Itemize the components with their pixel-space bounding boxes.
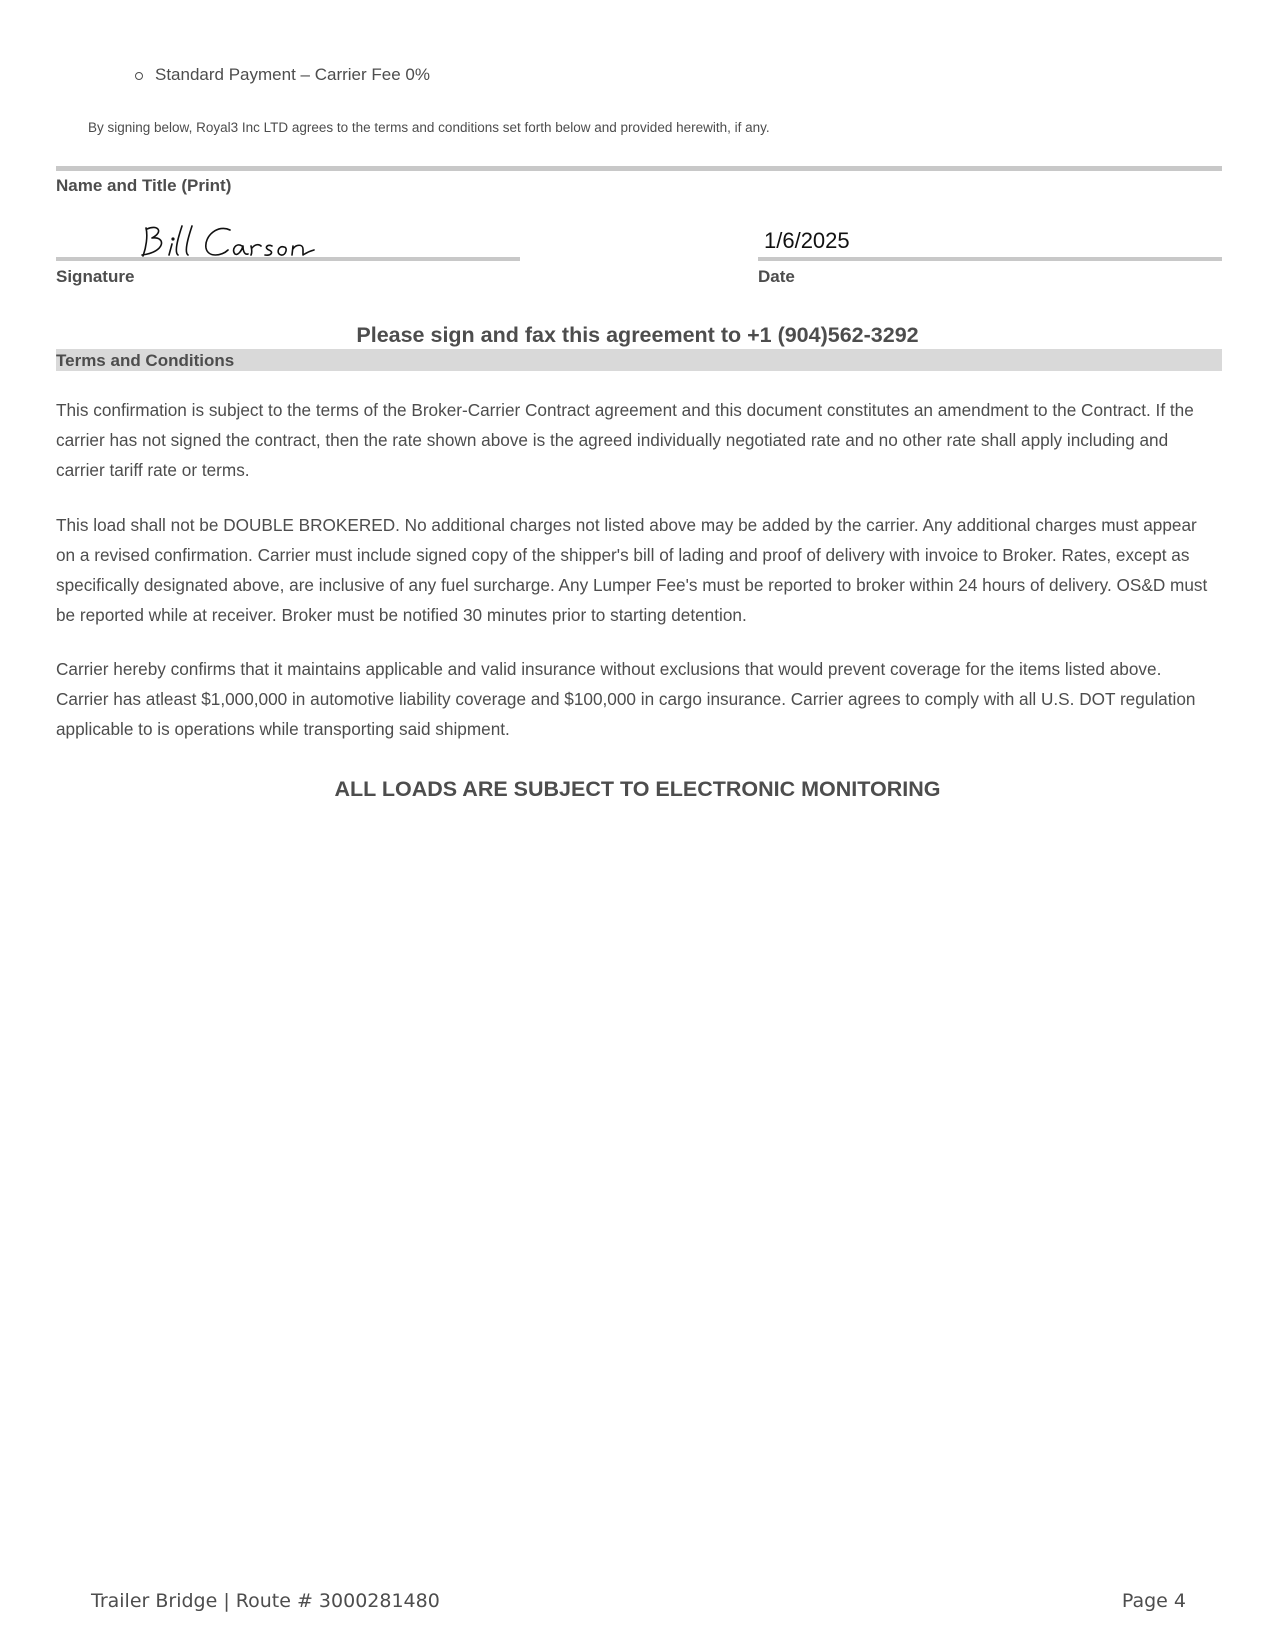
signature-line	[56, 257, 520, 261]
signature-date-value: 1/6/2025	[764, 228, 850, 253]
payment-option-label: Standard Payment – Carrier Fee 0%	[155, 65, 430, 84]
date-label: Date	[758, 267, 795, 286]
signing-agreement-note: By signing below, Royal3 Inc LTD agrees to the terms and conditions set forth below and provided herewith, if any.	[88, 120, 770, 135]
page-number: Page 4	[1121, 1590, 1186, 1612]
terms-paragraph: This load shall not be DOUBLE BROKERED. No additional charges not listed above may be added by the carrier. Any additional charges must appear on a revised confirmation. Carrier must include signed copy of the shipper's bill of lading and proof of delivery with invoice to Broker. Rates, except as specifically designated above, are inclusive of any fuel surcharge. Any Lumper Fee's must be reported to broker within 24 hours of delivery. OS&D must be reported while at receiver. Broker must be notified 30 minutes prior to starting detention.	[56, 515, 1208, 625]
date-line	[758, 257, 1222, 261]
fax-instruction: Please sign and fax this agreement to +1 (904)562-3292	[356, 323, 919, 347]
name-title-line	[56, 166, 1222, 171]
terms-paragraph: This confirmation is subject to the terms of the Broker-Carrier Contract agreement and this document constitutes an amendment to the Contract. If the carrier has not signed the contract, then the rate shown above is the agreed individually negotiated rate and no other rate shall apply including and carrier tariff rate or terms.	[56, 400, 1194, 480]
signature-label: Signature	[56, 267, 135, 286]
terms-paragraph: Carrier hereby confirms that it maintains applicable and valid insurance without exclusions that would prevent coverage for the items listed above. Carrier has atleast $1,000,000 in automotive liability coverage and $100,000 in cargo insurance. Carrier agrees to comply with all U.S. DOT regulation applicable to is operations while transporting said shipment.	[56, 659, 1196, 739]
terms-section-header	[56, 349, 1222, 371]
bullet-circle-icon	[135, 72, 143, 80]
monitoring-notice: ALL LOADS ARE SUBJECT TO ELECTRONIC MONITORING	[334, 777, 941, 801]
payment-options-list	[135, 64, 430, 86]
name-title-label: Name and Title (Print)	[56, 176, 232, 195]
handwritten-signature	[138, 222, 328, 262]
terms-title: Terms and Conditions	[56, 351, 235, 370]
footer-route-info: Trailer Bridge | Route # 3000281480	[91, 1590, 440, 1612]
list-item	[135, 64, 430, 86]
